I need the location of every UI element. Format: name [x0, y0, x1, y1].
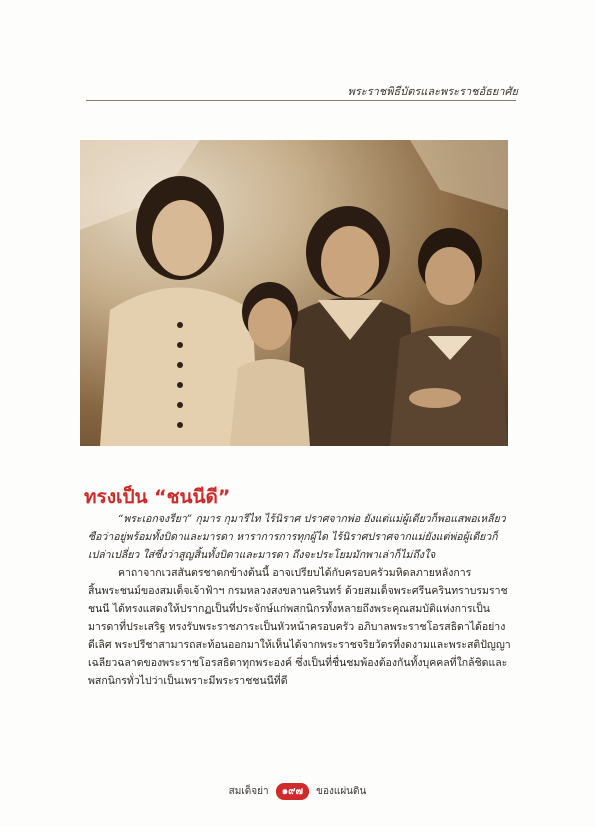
page-number: ๑๙๗: [276, 783, 309, 800]
intro-quote: “พระเอกจงรียา” กุมาร กุมารีไท ไร้นิราศ ปราศจากพ่อ ยังแต่แม่ผู้เดียวก็พอแสพอเหลียว ซือว่าอยู่พร้อมทั้งบิดาและมารดา หาราการการทุกผู้ได ไร้นิราศปราศจากแม่ยังแต่พ่อผู้เดียวก็เปล่าเปลี่ยว ใส่ซึ่งว่าสูญสิ้นทั้งบิดาและมารดา ถึงจะประโยมมักพาเล่าก็ไม่ถึงใจ: [88, 513, 506, 561]
footer-left-text: สมเด็จย่า: [228, 786, 269, 797]
header-rule: [86, 100, 516, 101]
body-text: [88, 510, 512, 690]
footer-right-text: ของแผ่นดิน: [316, 786, 367, 797]
page-footer: [0, 783, 595, 800]
body-paragraph: คาถาจากเวสสันตรชาดกข้างต้นนี้ อาจเปรียบได้กับครอบครัวมหิดลภายหลังการสิ้นพระชนม์ของสมเด็จเจ้าฟ้าฯ กรมหลวงสงขลานครินทร์ ด้วยสมเด็จพระศรีนครินทราบรมราชชนนี ได้ทรงแสดงให้ปรากฏเป็นที่ประจักษ์แก่พสกนิกรทั้งหลายถึงพระคุณสมบัติแห่งการเป็นมารดาที่ประเสริฐ ทรงรับพระราชภาระเป็นหัวหน้าครอบครัว อภิบาลพระราชโอรสธิดาได้อย่างดีเลิศ พระปรีชาสามารถสะท้อนออกมาให้เห็นได้จากพระราชจริยวัตรที่งดงามและพระสติปัญญาเฉลียวฉลาดของพระราชโอรสธิดาทุกพระองค์ ซึ่งเป็นที่ชื่นชมพ้องต้องกันทั้งบุคคลที่ใกล้ชิดและพสกนิกรทั่วไปว่าเป็นเพราะมีพระราชชนนีที่ดี: [88, 567, 511, 687]
family-portrait-photo: [80, 140, 508, 446]
section-title: ทรงเป็น “ชนนีดี”: [84, 486, 231, 508]
running-header: พระราชพิธีบัตรและพระราชอัธยาศัย: [347, 85, 518, 98]
